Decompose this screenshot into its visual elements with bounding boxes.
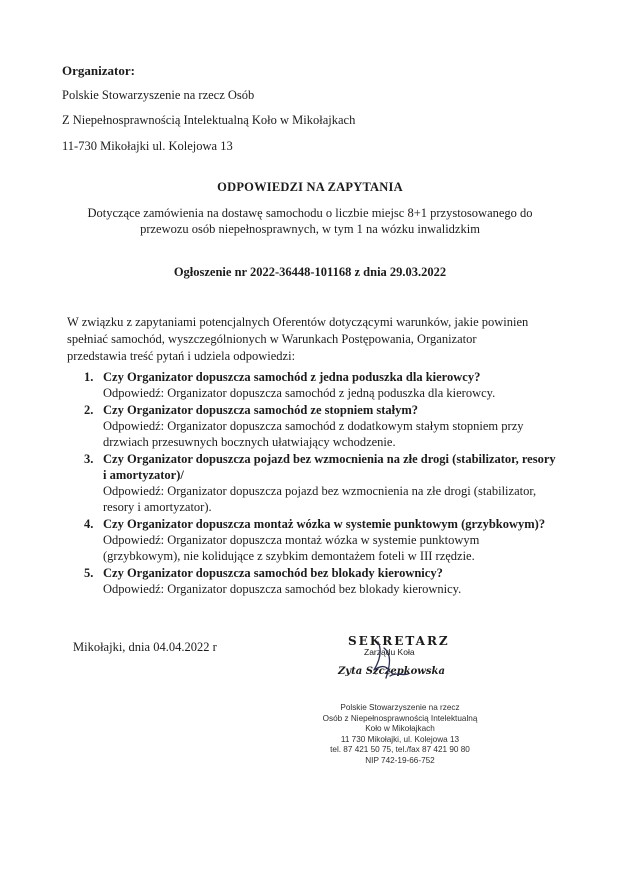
organization-stamp [300, 703, 500, 767]
qa-number: 3. [84, 452, 94, 466]
qa-question: Czy Organizator dopuszcza pojazd bez wzmocnienia na złe drogi (stabilizator, resory i amortyzator)/ [103, 452, 556, 482]
qa-item [67, 565, 557, 597]
qa-question: Czy Organizator dopuszcza samochód z jedna poduszka dla kierowcy? [103, 370, 481, 384]
qa-number: 2. [84, 403, 94, 417]
qa-item [67, 402, 557, 450]
qa-item [67, 516, 557, 564]
stamp-title: SEKRETARZ [348, 634, 450, 648]
qa-item [67, 369, 557, 401]
qa-number: 1. [84, 370, 94, 384]
subtitle-line: Dotyczące zamówienia na dostawę samochodu o liczbie miejsc 8+1 przystosowanego do [87, 206, 533, 220]
qa-question: Czy Organizator dopuszcza montaż wózka w systemie punktowym (grzybkowym)? [103, 517, 546, 531]
qa-answer: Odpowiedź: Organizator dopuszcza samochód z jedną poduszka dla kierowcy. [103, 386, 496, 400]
place-and-date: Mikołajki, dnia 04.04.2022 r [73, 640, 217, 654]
qa-question: Czy Organizator dopuszcza samochód ze stopniem stałym? [103, 403, 419, 417]
org-stamp-line: 11 730 Mikołajki, ul. Kolejowa 13 [340, 734, 460, 744]
qa-number: 4. [84, 517, 94, 531]
org-stamp-line: Polskie Stowarzyszenie na rzecz [340, 703, 460, 712]
intro-line: W związku z zapytaniami potencjalnych Oferentów dotyczącymi warunków, jakie powinien [67, 315, 529, 329]
notice-reference: Ogłoszenie nr 2022-36448-101168 z dnia 29.03.2022 [173, 265, 447, 279]
org-stamp-line: tel. 87 421 50 75, tel./fax 87 421 90 80 [330, 745, 470, 755]
qa-question: Czy Organizator dopuszcza samochód bez blokady kierownicy? [103, 566, 443, 580]
org-stamp-line: Osób z Niepełnosprawnością Intelektualną [322, 713, 478, 723]
subtitle-line: przewozu osób niepełnosprawnych, w tym 1 na wózku inwalidzkim [140, 222, 480, 236]
organizer-label: Organizator: [62, 63, 135, 78]
org-stamp-line: Koło w Mikołajkach [365, 724, 435, 734]
organizer-name-line-1: Polskie Stowarzyszenie na rzecz Osób [62, 88, 255, 102]
stamp-subtitle: Zarządu Koła [364, 647, 415, 657]
qa-answer: Odpowiedź: Organizator dopuszcza montaż wózka w systemie punktowym (grzybkowym), nie kolidujące z szybkim demontażem foteli w III rzędzie. [103, 533, 480, 563]
intro-paragraph [67, 314, 557, 365]
stamp-name: Zyta Szczepkowska [338, 666, 445, 677]
org-stamp-line: NIP 742-19-66-752 [365, 755, 435, 765]
qa-answer: Odpowiedź: Organizator dopuszcza samochód bez blokady kierownicy. [103, 582, 462, 596]
qa-answer: Odpowiedź: Organizator dopuszcza pojazd bez wzmocnienia na złe drogi (stabilizator, resory i amortyzator). [103, 484, 537, 514]
handwritten-signature [360, 636, 420, 686]
qa-answer: Odpowiedź: Organizator dopuszcza samochód z dodatkowym stałym stopniem przy drzwiach przesuwnych bocznych ułatwiający wchodzenie. [103, 419, 524, 449]
document-subtitle [60, 205, 560, 237]
intro-line: spełniać samochód, wyszczególnionych w Warunkach Postępowania, Organizator [67, 332, 477, 346]
qa-number: 5. [84, 566, 94, 580]
intro-line: przedstawia treść pytań i udziela odpowiedzi: [67, 349, 296, 363]
qa-item [67, 451, 557, 515]
organizer-name-line-2: Z Niepełnosprawnością Intelektualną Koło w Mikołajkach [62, 113, 356, 127]
organizer-address: 11-730 Mikołajki ul. Kolejowa 13 [62, 139, 233, 153]
qa-list [67, 369, 557, 598]
document-title: ODPOWIEDZI NA ZAPYTANIA [217, 180, 403, 194]
